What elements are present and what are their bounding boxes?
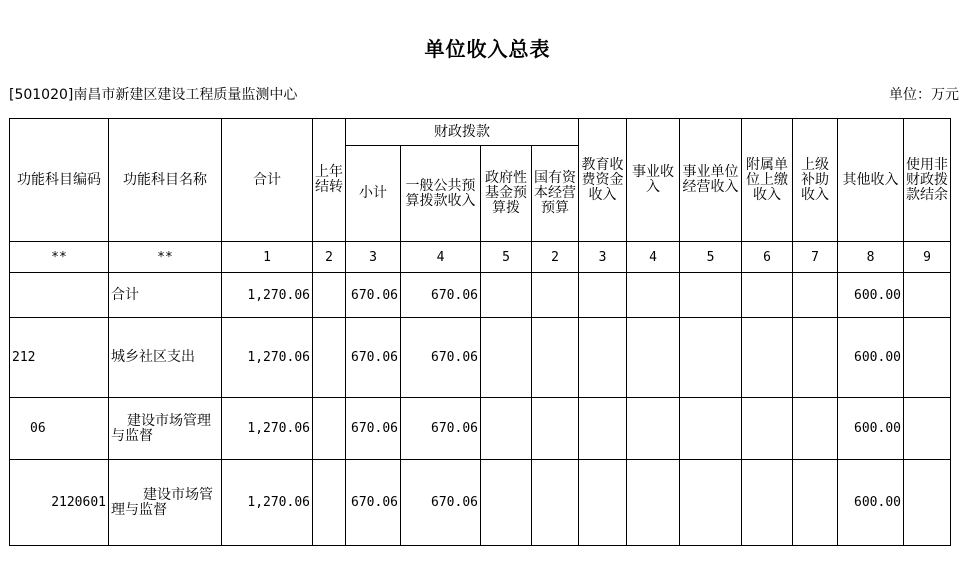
index-cell: 4 [401, 242, 481, 273]
row-biz-operation [680, 273, 742, 318]
index-cell: 8 [838, 242, 904, 273]
row-affiliated [742, 273, 793, 318]
row-affiliated [742, 398, 793, 460]
header-affiliated: 附属单位上缴收入 [742, 119, 793, 242]
header-gov-fund: 政府性基金预算拨 [481, 146, 532, 242]
row-superior [793, 318, 838, 398]
row-gov-fund [481, 460, 532, 546]
row-carryover [313, 460, 346, 546]
header-row-1 [10, 119, 951, 146]
index-cell: 4 [627, 242, 680, 273]
header-biz-operation: 事业单位经营收入 [680, 119, 742, 242]
row-state-capital [532, 460, 579, 546]
row-business [627, 460, 680, 546]
row-business [627, 273, 680, 318]
index-cell: ** [10, 242, 109, 273]
table-row [10, 460, 951, 546]
row-business [627, 318, 680, 398]
index-cell: 1 [222, 242, 313, 273]
row-biz-operation [680, 398, 742, 460]
row-name: 城乡社区支出 [109, 318, 222, 398]
row-code [10, 273, 109, 318]
organization-label: [501020]南昌市新建区建设工程质量监测中心 [9, 87, 298, 103]
index-cell: 2 [532, 242, 579, 273]
row-other: 600.00 [838, 273, 904, 318]
row-general: 670.06 [401, 398, 481, 460]
row-non-fiscal [904, 460, 951, 546]
row-superior [793, 273, 838, 318]
row-subtotal: 670.06 [346, 460, 401, 546]
income-summary-table [9, 118, 951, 546]
row-code: 2120601 [10, 460, 109, 546]
row-name: 合计 [109, 273, 222, 318]
index-cell: 6 [742, 242, 793, 273]
row-code: 212 [10, 318, 109, 398]
row-biz-operation [680, 318, 742, 398]
header-state-capital: 国有资本经营预算 [532, 146, 579, 242]
row-total: 1,270.06 [222, 273, 313, 318]
index-cell: 3 [346, 242, 401, 273]
row-subtotal: 670.06 [346, 398, 401, 460]
header-total: 合计 [222, 119, 313, 242]
row-general: 670.06 [401, 273, 481, 318]
header-superior: 上级补助收入 [793, 119, 838, 242]
index-row [10, 242, 951, 273]
index-cell: 5 [481, 242, 532, 273]
header-fiscal: 财政拨款 [346, 119, 579, 146]
row-education [579, 398, 627, 460]
row-other: 600.00 [838, 398, 904, 460]
report-title: 单位收入总表 [424, 37, 551, 61]
row-education [579, 273, 627, 318]
header-func-code: 功能科目编码 [10, 119, 109, 242]
row-other: 600.00 [838, 460, 904, 546]
header-education: 教育收费资金收入 [579, 119, 627, 242]
row-superior [793, 398, 838, 460]
table-row [10, 318, 951, 398]
header-func-name: 功能科目名称 [109, 119, 222, 242]
index-cell: 5 [680, 242, 742, 273]
index-cell: 2 [313, 242, 346, 273]
row-state-capital [532, 318, 579, 398]
row-gov-fund [481, 273, 532, 318]
header-general: 一般公共预算拨款收入 [401, 146, 481, 242]
row-state-capital [532, 273, 579, 318]
row-gov-fund [481, 398, 532, 460]
row-gov-fund [481, 318, 532, 398]
row-general: 670.06 [401, 318, 481, 398]
row-education [579, 460, 627, 546]
row-other: 600.00 [838, 318, 904, 398]
index-cell: 3 [579, 242, 627, 273]
row-code: 06 [10, 398, 109, 460]
row-general: 670.06 [401, 460, 481, 546]
row-affiliated [742, 460, 793, 546]
row-subtotal: 670.06 [346, 318, 401, 398]
row-carryover [313, 273, 346, 318]
row-total: 1,270.06 [222, 460, 313, 546]
table-row [10, 398, 951, 460]
row-subtotal: 670.06 [346, 273, 401, 318]
unit-label: 单位：万元 [889, 87, 959, 103]
row-superior [793, 460, 838, 546]
row-education [579, 318, 627, 398]
header-non-fiscal: 使用非财政拨款结余 [904, 119, 951, 242]
index-cell: 9 [904, 242, 951, 273]
row-name: 建设市场管理与监督 [109, 460, 222, 546]
row-non-fiscal [904, 273, 951, 318]
header-subtotal: 小计 [346, 146, 401, 242]
index-cell: 7 [793, 242, 838, 273]
table-row [10, 273, 951, 318]
row-state-capital [532, 398, 579, 460]
row-total: 1,270.06 [222, 398, 313, 460]
header-carryover: 上年结转 [313, 119, 346, 242]
index-cell: ** [109, 242, 222, 273]
header-business: 事业收入 [627, 119, 680, 242]
header-other: 其他收入 [838, 119, 904, 242]
row-business [627, 398, 680, 460]
row-non-fiscal [904, 398, 951, 460]
row-total: 1,270.06 [222, 318, 313, 398]
row-non-fiscal [904, 318, 951, 398]
row-carryover [313, 398, 346, 460]
row-affiliated [742, 318, 793, 398]
row-biz-operation [680, 460, 742, 546]
row-carryover [313, 318, 346, 398]
row-name: 建设市场管理与监督 [109, 398, 222, 460]
